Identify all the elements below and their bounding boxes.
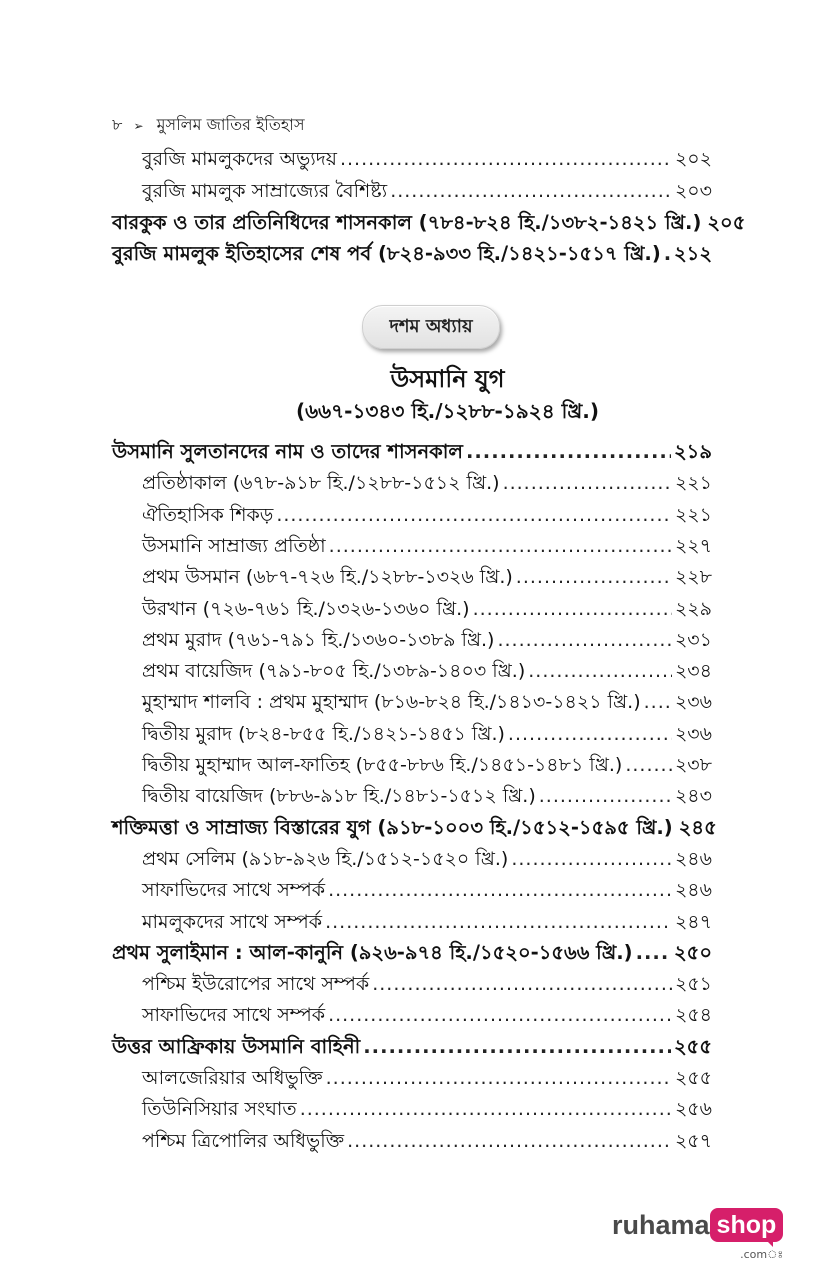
- page-number: ৮: [112, 115, 123, 134]
- logo-shop-badge: [710, 1208, 784, 1265]
- toc-entry: [112, 209, 746, 237]
- toc-entry: [142, 688, 712, 716]
- chapter-title: উসমানি যুগ: [390, 365, 505, 393]
- toc-leader-dots: [664, 242, 671, 265]
- toc-leader-dots: [644, 691, 672, 713]
- toc-entry-page: ২৫৭: [674, 1129, 712, 1152]
- toc-entry-page: ২১৯: [674, 440, 712, 463]
- toc-entry-page: ২৫৫: [674, 1067, 712, 1089]
- toc-entry: [112, 438, 712, 466]
- toc-entry: [142, 720, 712, 748]
- toc-leader-dots: [503, 472, 672, 494]
- toc-leader-dots: [325, 911, 672, 933]
- toc-entry: [112, 939, 712, 967]
- toc-entry-title: প্রথম বায়েজিদ (৭৯১-৮০৫ হি./১৩৮৯-১৪০৩ খ্রি.): [142, 660, 526, 683]
- toc-leader-dots: [516, 566, 672, 588]
- running-header: [112, 112, 305, 139]
- book-title: মুসলিম জাতির ইতিহাস: [156, 115, 305, 134]
- toc-entry: [142, 782, 712, 810]
- toc-entry-page: ২২১: [674, 503, 712, 526]
- toc-leader-dots: [300, 1098, 672, 1120]
- toc-entry-page: ২৪৫: [678, 815, 717, 839]
- toc-entry-page: ২১২: [673, 242, 712, 265]
- toc-entry: [112, 240, 712, 268]
- toc-leader-dots: [625, 754, 672, 776]
- toc-entry: [142, 532, 712, 560]
- toc-entry: [142, 908, 712, 936]
- toc-leader-dots: [473, 598, 672, 620]
- toc-entry-title: মামলুকদের সাথে সম্পর্ক: [142, 910, 323, 933]
- toc-entry: [142, 845, 712, 873]
- toc-entry-title: দ্বিতীয় মুরাদ (৮২৪-৮৫৫ হি./১৪২১-১৪৫১ খ্রি.): [142, 722, 505, 745]
- toc-entry-page: ২৩৬: [674, 691, 712, 714]
- toc-entry-page: ২৪৭: [674, 910, 712, 933]
- toc-entry: [142, 1127, 712, 1155]
- toc-entry-title: শক্তিমত্তা ও সাম্রাজ্য বিস্তারের যুগ (৯১৮-১০০৩ হি./১৫১২-১৫৯৫ খ্রি.): [112, 815, 673, 839]
- arrow-icon: ➢: [133, 119, 144, 133]
- toc-leader-dots: [276, 504, 672, 526]
- toc-entry-title: মুহাম্মাদ শালবি : প্রথম মুহাম্মাদ (৮১৬-৮২৪ হি./১৪১৩-১৪২১ খ্রি.): [142, 691, 641, 714]
- toc-leader-dots: [328, 879, 672, 901]
- toc-leader-dots: [528, 660, 672, 682]
- logo-text-shop: shop: [710, 1208, 784, 1242]
- toc-entry-title: পশ্চিম ইউরোপের সাথে সম্পর্ক: [142, 973, 370, 996]
- toc-entry-page: ২৫৫: [674, 1034, 712, 1058]
- toc-entry-title: প্রথম সুলাইমান : আল-কানুনি (৯২৬-৯৭৪ হি./১৫২০-১৫৬৬ খ্রি.): [112, 940, 633, 964]
- toc-leader-dots: [372, 973, 672, 995]
- toc-leader-dots: [347, 1130, 672, 1152]
- toc-entry-page: ২২৮: [674, 566, 712, 589]
- toc-entry-title: বুরজি মামলুক ইতিহাসের শেষ পর্ব (৮২৪-৯৩৩ হি./১৪২১-১৫১৭ খ্রি.): [112, 242, 661, 265]
- toc-entry-page: ২০৩: [674, 180, 712, 202]
- toc-entry: [112, 814, 717, 842]
- toc-entry: [142, 469, 712, 497]
- toc-entry-title: সাফাভিদের সাথে সম্পর্ক: [142, 879, 326, 902]
- toc-entry-title: উত্তর আফ্রিকায় উসমানি বাহিনী: [112, 1034, 361, 1058]
- toc-entry: [142, 501, 712, 529]
- toc-entry-title: তিউনিসিয়ার সংঘাত: [142, 1098, 297, 1121]
- toc-entry-title: বুরজি মামলুক সাম্রাজ্যের বৈশিষ্ট্য: [142, 180, 388, 202]
- toc-entry-title: আলজেরিয়ার অধিভুক্তি: [142, 1067, 323, 1089]
- ruhamashop-logo: [612, 1208, 783, 1265]
- toc-entry: [142, 145, 712, 173]
- toc-entry: [142, 751, 712, 779]
- toc-leader-dots: [326, 1067, 672, 1089]
- toc-entry-page: ২৫৬: [674, 1098, 712, 1121]
- toc-entry: [142, 1095, 712, 1123]
- toc-entry: [142, 595, 712, 623]
- toc-leader-dots: [340, 148, 672, 170]
- toc-entry: [142, 626, 712, 654]
- toc-entry: [142, 657, 712, 685]
- toc-entry-page: ২০২: [674, 148, 712, 170]
- toc-entry: [112, 1033, 712, 1061]
- toc-entry-title: বারকুক ও তার প্রতিনিধিদের শাসনকাল (৭৮৪-৮২৪ হি./১৩৮২-১৪২১ খ্রি.): [112, 211, 702, 234]
- toc-leader-dots: [363, 1035, 671, 1058]
- toc-leader-dots: [329, 535, 672, 557]
- toc-entry-title: দ্বিতীয় মুহাম্মাদ আল-ফাতিহ (৮৫৫-৮৮৬ হি./১৪৫১-১৪৮১ খ্রি.): [142, 754, 623, 776]
- toc-entry-title: উসমানি সুলতানদের নাম ও তাদের শাসনকাল: [112, 440, 463, 463]
- toc-entry: [142, 1064, 712, 1092]
- toc-entry: [142, 876, 712, 904]
- toc-leader-dots: [508, 723, 672, 745]
- toc-entry-title: প্রথম উসমান (৬৮৭-৭২৬ হি./১২৮৮-১৩২৬ খ্রি.): [142, 566, 513, 589]
- toc-entry-page: ২৩৮: [674, 754, 712, 776]
- toc-entry-title: উসমানি সাম্রাজ্য প্রতিষ্ঠা: [142, 534, 326, 557]
- toc-entry-title: বুরজি মামলুকদের অভ্যুদয়: [142, 148, 337, 170]
- chapter-label: দশম অধ্যায়: [362, 305, 500, 349]
- toc-entry-page: ২৫০: [673, 940, 712, 964]
- toc-entry-title: সাফাভিদের সাথে সম্পর্ক: [142, 1004, 326, 1027]
- toc-entry-title: প্রথম মুরাদ (৭৬১-৭৯১ হি./১৩৬০-১৩৮৯ খ্রি.): [142, 628, 495, 651]
- toc-entry-page: ২৪৩: [674, 785, 712, 808]
- toc-entry-page: ২২৭: [674, 534, 712, 557]
- toc-entry-title: ঐতিহাসিক শিকড়: [142, 503, 274, 526]
- toc-entry: [142, 177, 712, 205]
- toc-entry-page: ২৪৬: [674, 879, 712, 902]
- toc-leader-dots: [466, 440, 671, 463]
- toc-entry: [142, 970, 712, 998]
- toc-entry-title: উরখান (৭২৬-৭৬১ হি./১৩২৬-১৩৬০ খ্রি.): [142, 597, 470, 620]
- toc-entry-title: পশ্চিম ত্রিপোলির অধিভুক্তি: [142, 1129, 345, 1152]
- toc-entry-page: ২২৯: [674, 597, 712, 620]
- toc-entry-page: ২৩৪: [674, 660, 712, 683]
- toc-entry: [142, 563, 712, 591]
- toc-entry-title: দ্বিতীয় বায়েজিদ (৮৮৬-৯১৮ হি./১৪৮১-১৫১২ খ্রি.): [142, 785, 536, 808]
- toc-entry-page: ২৫৪: [674, 1004, 712, 1027]
- logo-text-ruhama: ruhama: [612, 1210, 710, 1240]
- toc-leader-dots: [539, 785, 672, 807]
- toc-leader-dots: [511, 848, 672, 870]
- toc-entry: [142, 1001, 712, 1029]
- toc-entry-title: প্রথম সেলিম (৯১৮-৯২৬ হি./১৫১২-১৫২০ খ্রি.): [142, 847, 509, 870]
- toc-entry-page: ২২১: [674, 472, 712, 495]
- toc-leader-dots: [636, 941, 671, 964]
- toc-entry-page: ২০৫: [707, 211, 746, 234]
- chapter-date-range: (৬৬৭-১৩৪৩ হি./১২৮৮-১৯২৪ খ্রি.): [296, 399, 599, 423]
- logo-text-com: .comঃ: [740, 1248, 784, 1261]
- toc-leader-dots: [328, 1004, 672, 1026]
- toc-entry-page: ২৩১: [674, 628, 712, 651]
- toc-entry-page: ২৪৬: [674, 847, 712, 870]
- toc-entry-page: ২৩৬: [674, 722, 712, 745]
- toc-entry-title: প্রতিষ্ঠাকাল (৬৭৮-৯১৮ হি./১২৮৮-১৫১২ খ্রি.): [142, 472, 500, 495]
- toc-entry-page: ২৫১: [674, 973, 712, 996]
- toc-leader-dots: [390, 180, 672, 202]
- toc-leader-dots: [497, 629, 671, 651]
